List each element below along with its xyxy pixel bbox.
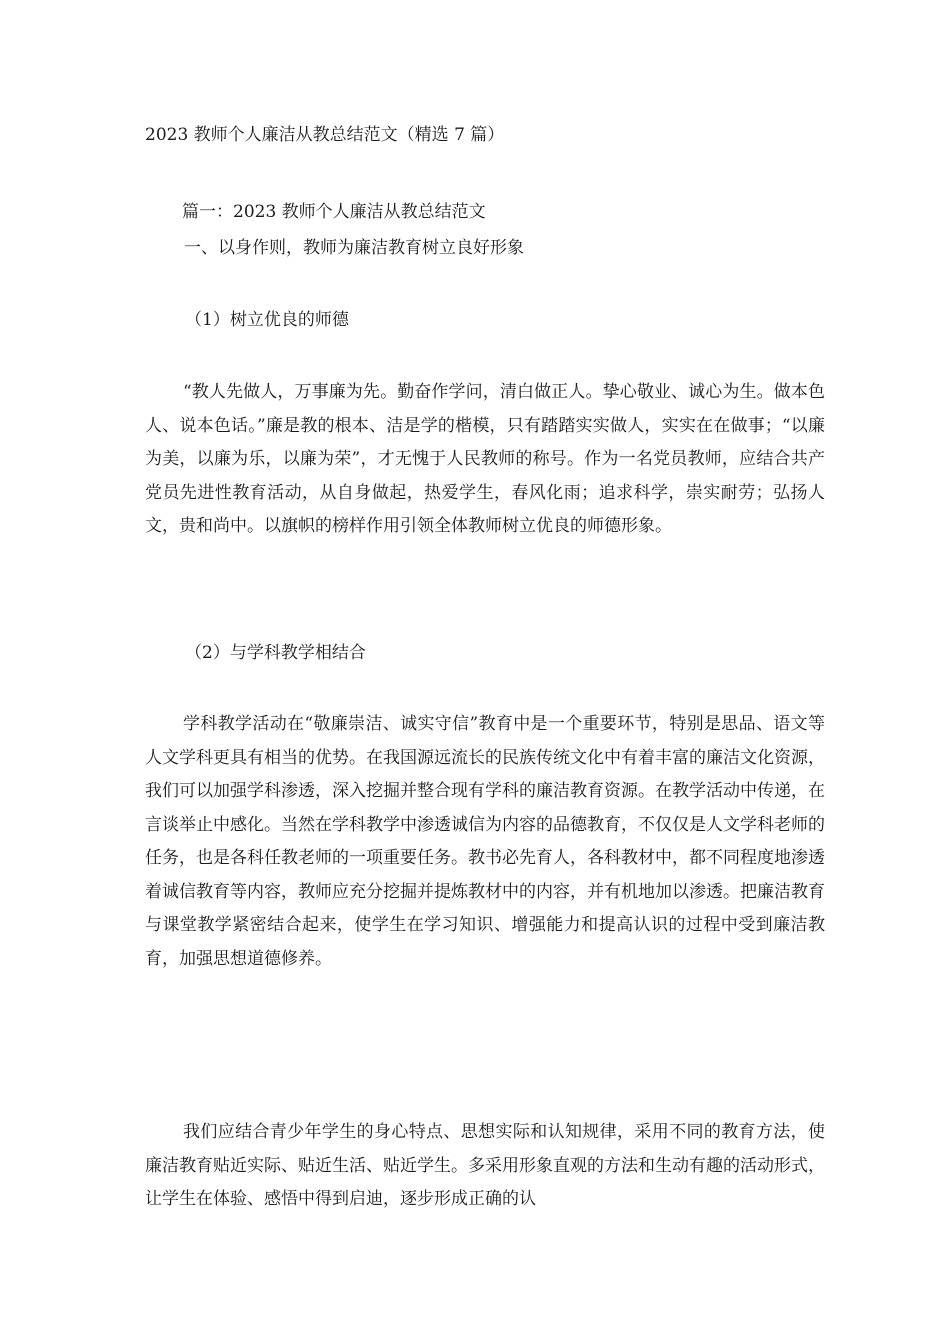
paragraph-1: “教人先做人，万事廉为先。勤奋作学问，清白做正人。挚心敬业、诚心为生。做本色人、说本色话。”廉是教的根本、洁是学的楷模，只有踏踏实实做人，实实在在做事；“以廉为美，以廉为乐，以廉为荣”，才无愧于人民教师的称号。作为一名党员教师，应结合共产党员先进性教育活动，从自身做起，热爱学生，春风化雨；追求科学，崇实耐劳；弘扬人文，贵和尚中。以旗帜的榜样作用引领全体教师树立优良的师德形象。 xyxy=(145,382,825,536)
section-title: 篇一：2023 教师个人廉洁从教总结范文 xyxy=(182,202,486,222)
heading-1: 一、以身作则，教师为廉洁教育树立良好形象 xyxy=(184,238,524,258)
paragraph-3: 我们应结合青少年学生的身心特点、思想实际和认知规律，采用不同的教育方法，使廉洁教育贴近实际、贴近生活、贴近学生。多采用形象直观的方法和生动有趣的活动形式，让学生在体验、感悟中得到启迪，逐步形成正确的认 xyxy=(145,1122,825,1209)
paragraph-2: 学科教学活动在“敬廉崇洁、诚实守信”教育中是一个重要环节，特别是思品、语文等人文学科更具有相当的优势。在我国源远流长的民族传统文化中有着丰富的廉洁文化资源，我们可以加强学科渗透，深入挖掘并整合现有学科的廉洁教育资源。在教学活动中传递，在言谈举止中感化。当然在学科教学中渗透诚信为内容的品德教育，不仅仅是人文学科老师的任务，也是各科任教老师的一项重要任务。教书必先育人，各科教材中，都不同程度地渗透着诚信教育等内容，教师应充分挖掘并提炼教材中的内容，并有机地加以渗透。把廉洁教育与课堂教学紧密结合起来，使学生在学习知识、增强能力和提高认识的过程中受到廉洁教育，加强思想道德修养。 xyxy=(145,714,825,969)
document-title: 2023 教师个人廉洁从教总结范文（精选 7 篇） xyxy=(145,125,505,145)
subheading-2: （2）与学科教学相结合 xyxy=(185,643,366,663)
subheading-1: （1）树立优良的师德 xyxy=(185,310,349,330)
